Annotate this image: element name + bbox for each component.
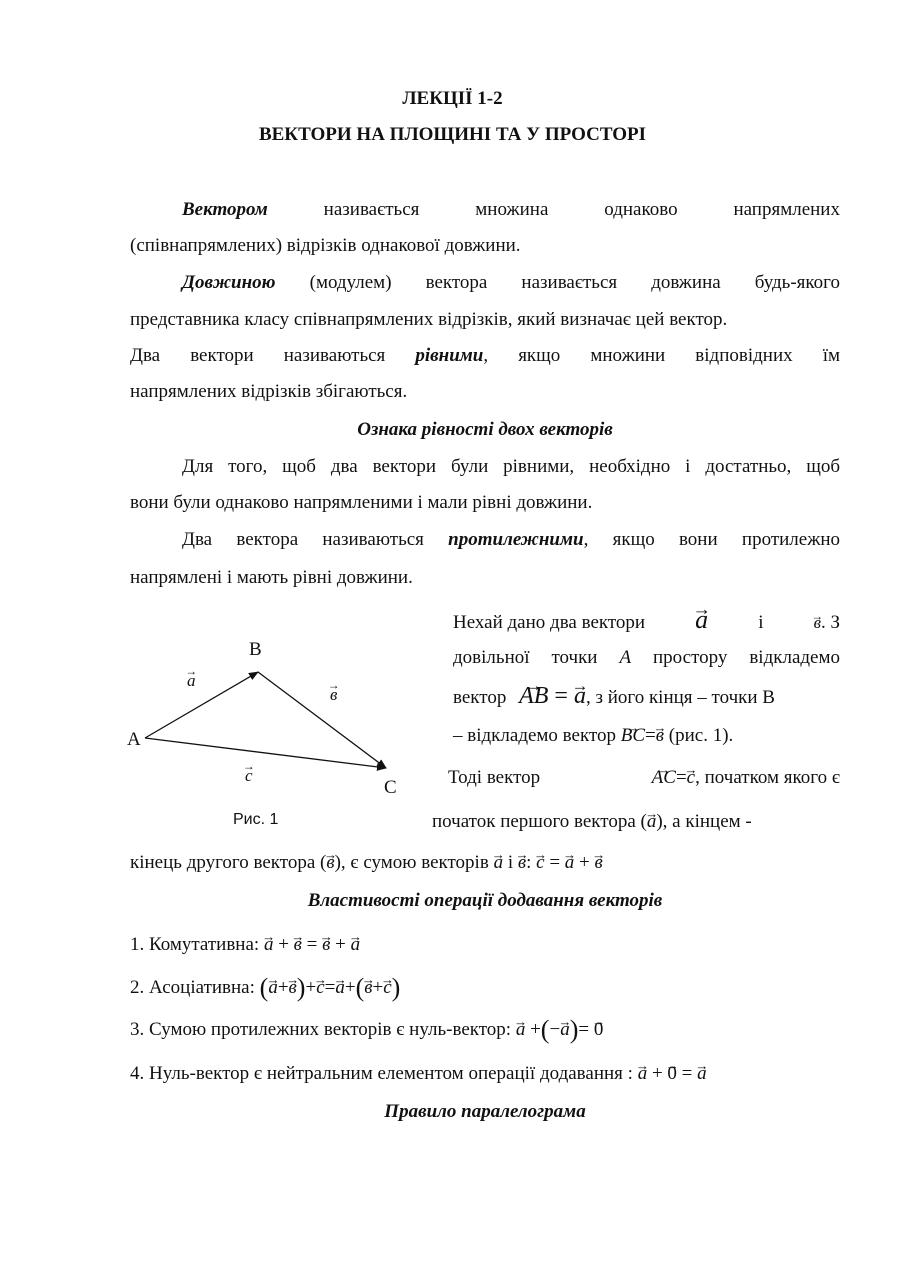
equals-sign: = <box>645 725 656 746</box>
plus-sign: + <box>530 1019 541 1040</box>
term-vector: Вектором <box>182 199 268 220</box>
para3-post: , якщо множини відповідних їм <box>483 345 841 366</box>
para5-pre: Два вектора називаються <box>182 529 424 550</box>
para2-rest: (модулем) вектора називається довжина будь-якого <box>309 272 841 293</box>
side-text: , з його кінця – точки В <box>585 687 775 708</box>
triangle-drawing <box>120 625 420 835</box>
topic-title: ВЕКТОРИ НА ПЛОЩИНІ ТА У ПРОСТОРІ <box>258 124 647 145</box>
vector-c-symbol: → c <box>687 766 695 790</box>
para5-post: , якщо вони протилежно <box>583 529 840 550</box>
sum-text: кінець другого вектора ( <box>130 852 327 873</box>
sum-text: і <box>507 852 514 873</box>
para3-pre: Два вектори називаються <box>130 345 386 366</box>
para1-line2: (співнапрямлених) відрізків однакової довжини. <box>130 235 521 256</box>
side-text: Нехай дано два вектори <box>453 612 646 633</box>
vector-a-label: → a <box>187 671 196 691</box>
vector-b-symbol: → в <box>289 976 297 1000</box>
equals-sign: = <box>549 852 561 873</box>
vector-bc-symbol: → BC <box>621 724 645 748</box>
property-neutral-element <box>130 1062 840 1086</box>
vector-triangle-figure <box>120 625 420 835</box>
plus-sign: + <box>579 852 590 873</box>
equals-sign: = <box>554 683 568 709</box>
props-heading: Властивості операції додавання векторів <box>307 890 663 911</box>
side-text: вектор <box>453 687 507 708</box>
side-text: і <box>758 612 764 633</box>
side-text: довільної точки <box>453 647 598 668</box>
para3-line1 <box>130 344 840 368</box>
property-opposite-sum <box>130 1015 840 1044</box>
para1-word: називається <box>323 199 420 220</box>
vector-b-symbol: → в <box>364 976 372 1000</box>
vector-b-symbol: → в <box>326 851 334 875</box>
right-paren: ) <box>391 973 401 1002</box>
vector-b-symbol: → в <box>322 933 330 957</box>
vector-a-symbol: → a <box>638 1062 648 1086</box>
equals-sign: = <box>306 934 318 955</box>
vector-b-label: → в <box>330 685 337 705</box>
para3-line2: напрямлених відрізків збігаються. <box>130 381 408 402</box>
point-c-label: C <box>384 777 397 798</box>
side-line1 <box>453 605 840 635</box>
vector-b-symbol: → в <box>294 933 302 957</box>
vector-a-symbol: → a <box>560 1018 570 1042</box>
vector-c-symbol: → c <box>536 851 544 875</box>
vector-ab-line <box>145 672 258 738</box>
side-text: Тоді вектор <box>448 767 541 788</box>
para4-line1: Для того, щоб два вектори були рівними, необхідно і достатньо, щоб <box>182 456 840 477</box>
vector-b-symbol: → в <box>595 851 603 875</box>
side-line2 <box>453 646 840 670</box>
side-text: . З <box>820 612 840 633</box>
vector-c-symbol: → c <box>383 976 391 1000</box>
property-commutative <box>130 933 840 957</box>
parallelogram-heading: Правило паралелограма <box>384 1101 586 1122</box>
property-associative <box>130 973 840 1002</box>
plus-sign: + <box>277 977 289 998</box>
left-paren: ( <box>540 1015 550 1044</box>
right-paren: ) <box>296 973 306 1002</box>
vector-a-symbol: → a <box>697 1062 707 1086</box>
para1-word: множина <box>475 199 549 220</box>
sum-line <box>130 851 840 875</box>
plus-sign: + <box>344 977 356 998</box>
para2-line2: представника класу співнапрямлених відрізків, який визначає цей вектор. <box>130 309 728 330</box>
property-label: 3. Сумою протилежних векторів є нуль-вектор: <box>130 1019 512 1040</box>
vector-a-symbol: → a <box>335 976 345 1000</box>
plus-sign: + <box>278 934 289 955</box>
vector-c-label: → c <box>245 766 253 786</box>
term-opposite: протилежними <box>448 529 584 550</box>
plus-sign: + <box>372 977 384 998</box>
plus-sign: + <box>651 1063 663 1084</box>
para1-word: напрямлених <box>733 199 840 220</box>
term-equal: рівними <box>415 345 484 366</box>
vector-a-symbol: → a <box>565 851 575 875</box>
term-length: Довжиною <box>182 272 276 293</box>
vector-ab-symbol: → AB <box>519 684 548 708</box>
equals-sign: = <box>675 767 687 788</box>
side-text: простору відкладемо <box>653 647 841 668</box>
para2-line1 <box>182 271 840 295</box>
side-text: – відкладемо вектор <box>453 725 617 746</box>
zero-vector-symbol: → 0 <box>594 1018 604 1042</box>
side-line4 <box>453 724 840 748</box>
side-text: ), а кінцем - <box>656 811 752 832</box>
right-paren: ) <box>569 1015 579 1044</box>
zero-vector-symbol: → 0 <box>667 1062 677 1086</box>
vector-a-symbol: → a <box>494 851 504 875</box>
point-b-label: B <box>249 639 262 660</box>
side-text: (рис. 1). <box>668 725 734 746</box>
vector-c-symbol: → c <box>316 976 324 1000</box>
para1-word: однаково <box>604 199 678 220</box>
lecture-title: ЛЕКЦІЇ 1-2 <box>402 88 503 109</box>
point-a-ref: A <box>619 647 632 668</box>
para1-line1 <box>182 198 840 222</box>
vector-a-symbol: → a <box>264 933 274 957</box>
vector-b-symbol: → в <box>656 724 664 748</box>
para5-line1 <box>182 528 840 552</box>
sum-text: ), є сумою векторів <box>334 852 489 873</box>
sum-text: : <box>526 852 532 873</box>
equals-sign: = <box>324 977 336 998</box>
side-line3 <box>453 684 840 710</box>
vector-a-symbol: → a <box>516 1018 526 1042</box>
para4-line2: вони були однаково напрямленими і мали рівні довжини. <box>130 492 593 513</box>
vector-a-symbol: → a <box>695 608 708 632</box>
plus-sign: + <box>305 977 317 998</box>
vector-a-symbol: → a <box>574 684 586 708</box>
vector-a-symbol: → a <box>351 933 361 957</box>
vector-a-symbol: → a <box>268 976 278 1000</box>
vector-bc-line <box>258 672 386 768</box>
sign-heading: Ознака рівності двох векторів <box>357 419 613 440</box>
vector-b-symbol: → в <box>518 851 526 875</box>
left-paren: ( <box>355 973 365 1002</box>
vector-ac-line <box>145 738 386 768</box>
vector-a-symbol: → a <box>647 810 657 834</box>
property-label: 1. Комутативна: <box>130 934 260 955</box>
property-label: 2. Асоціативна: <box>130 977 255 998</box>
equals-sign: = <box>681 1063 693 1084</box>
para5-line2: напрямлені і мають рівні довжини. <box>130 567 413 588</box>
left-paren: ( <box>259 973 269 1002</box>
vector-ac-symbol: → AC <box>652 766 676 790</box>
side-text: , початком якого є <box>695 767 840 788</box>
plus-sign: + <box>335 934 346 955</box>
property-label: 4. Нуль-вектор є нейтральним елементом операції додавання : <box>130 1063 633 1084</box>
minus-sign: − <box>549 1019 561 1040</box>
side-line6 <box>432 810 840 834</box>
side-text: початок першого вектора ( <box>432 811 647 832</box>
side-line5 <box>448 766 840 790</box>
equals-sign: = <box>578 1019 590 1040</box>
vector-b-symbol: → в <box>814 611 821 635</box>
point-a-label: A <box>127 729 141 750</box>
figure-caption: Рис. 1 <box>233 811 279 828</box>
